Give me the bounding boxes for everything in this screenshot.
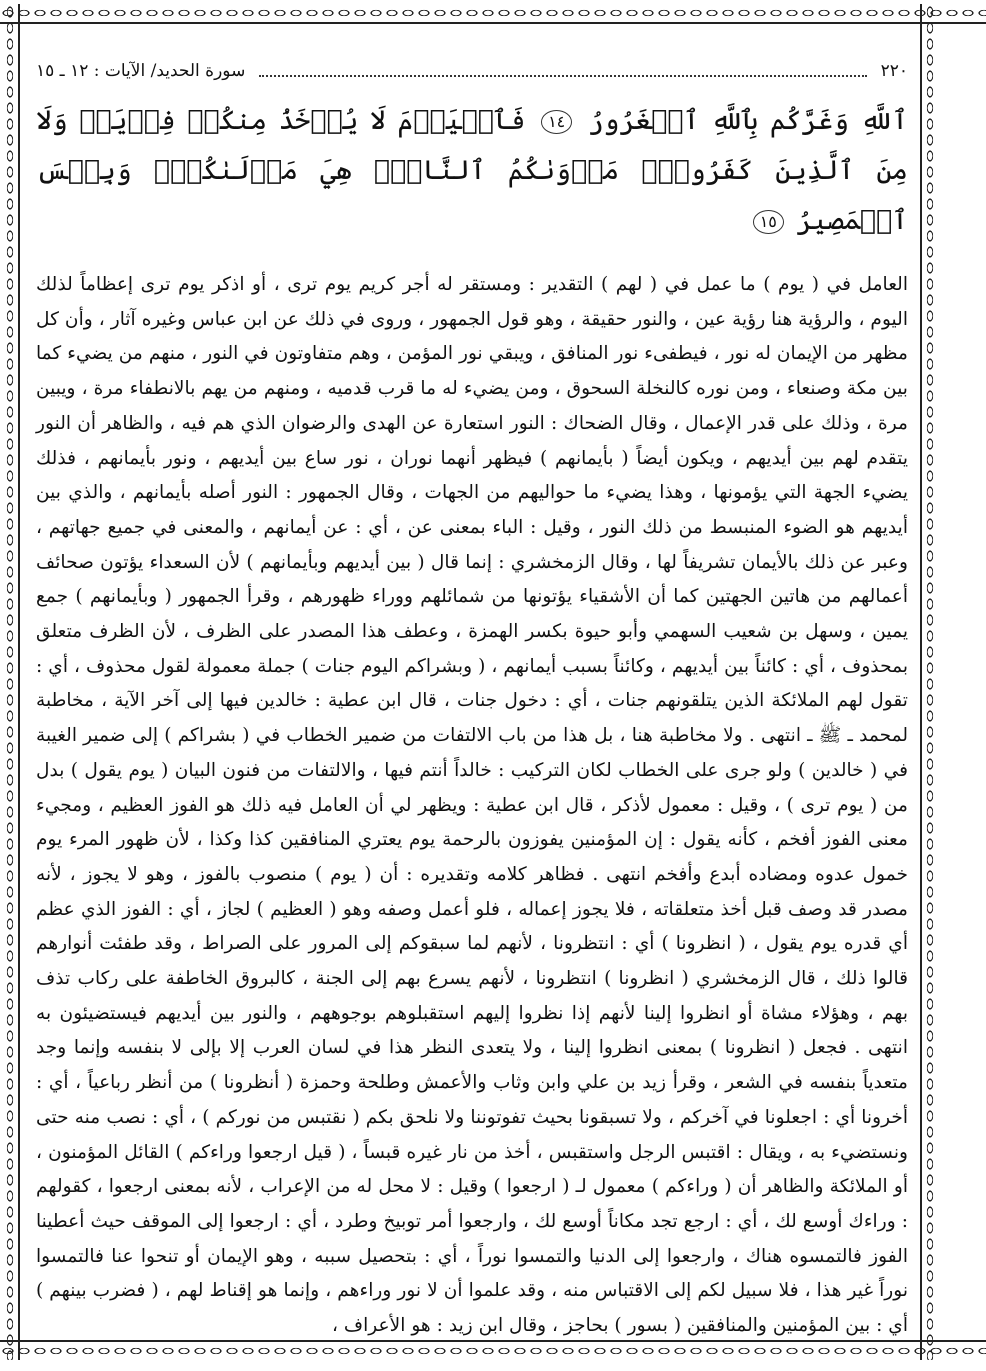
header-dotted-rule xyxy=(259,65,866,77)
ayah-marker-14: ١٤ xyxy=(541,110,572,134)
surah-info: سورة الحديد/ الآيات : ١٢ ـ ١٥ xyxy=(36,61,246,81)
ornamental-border-top xyxy=(0,4,986,24)
commentary-text: العامل في ( يوم ) ما عمل في ( لهم ) التقدير : ومستقر له أجر كريم يوم ترى ، أو اذكر يوم ترى إعظاماً لذلك اليوم ، والرؤية هنا رؤية عين ، والنور حقيقة ، وهو قول الجمهور ، وروى في ذلك عن ابن عباس وغيره آثار ، وأن كل مظهر من الإيمان له نور ، فيطفىء نور المنافق ، ويبقي نور المؤمن ، وهم متفاوتون في النور ، منهم من يضيء كما بين مكة وصنعاء ، ومن نوره كالنخلة السحوق ، ومن يضيء له ما قرب قدميه ، ومنهم من يهم بالانطفاء مرة ، ويبين مرة ، وذلك على قدر الإعمال ، وقال الضحاك : النور استعارة عن الهدى والرضوان الذي هم فيه ، والظاهر أن النور يتقدم لهم بين أيديهم ، ويكون أيضاً ( بأيمانهم ) فيظهر أنهما نوران ، نور ساع بين أيديهم ، ونور بأيمانهم ، فذلك يضيء الجهة التي يؤمونها ، وهذا يضيء ما حواليهم من الجهات ، وقال الجمهور : النور أصله بأيمانهم ، والذي بين أيديهم هو الضوء المنبسط من ذلك النور ، وقيل : الباء بمعنى عن ، أي : عن أيمانهم ، والمعنى في جميع جهاتهم ، وعبر عن ذلك بالأيمان تشريفاً لها ، وقال الزمخشري : إنما قال ( بين أيديهم وبأيمانهم ) لأن السعداء يؤتون صحائف أعمالهم من هاتين الجهتين كما أن الأشقياء يؤتونها من شمائلهم ووراء ظهورهم ، وقرأ الجمهور ( وبأيمانهم ) جمع يمين ، وسهل بن شعيب السهمي وأبو حيوة بكسر الهمزة ، وعطف هذا المصدر على الظرف ، لأن الظرف متعلق بمحذوف ، أي : كائناً بين أيديهم ، وكائناً بسبب أيمانهم ، ( وبشراكم اليوم جنات ) جملة معمولة لقول محذوف ، أي : تقول لهم الملائكة الذين يتلقونهم جنات ، أي : دخول جنات ، قال ابن عطية : خالدين فيها إلى آخر الآية ، مخاطبة لمحمد ـ ﷺ ـ انتهى . ولا مخاطبة هنا ، بل هذا من باب الالتفات من ضمير الخطاب في ( بشراكم ) إلى ضمير الغيبة في ( خالدين ) ولو جرى على الخطاب لكان التركيب : خالداً أنتم فيها ، والالتفات من فنون البيان ( يوم يقول ) بدل من ( يوم ترى ) ، وقيل : معمول لأذكر ، قال ابن عطية : ويظهر لي أن العامل فيه ذلك هو الفوز العظيم ، ومجيء معنى الفوز أفخم ، كأنه يقول : إن المؤمنين يفوزون بالرحمة يوم يعتري المنافقين كذا وكذا ، لأن ظهور المرء يوم خمول عدوه ومضاده أبدع وأفخم انتهى . فظاهر كلامه وتقديره : أن ( يوم ) منصوب بالفوز ، وهو لا يجوز ، لأنه مصدر قد وصف قبل أخذ متعلقاته ، فلا يجوز إعماله ، فلو أعمل وصفه وهو ( العظيم ) لجاز ، أي : الفوز الذي عظم أي قدره يوم يقول ، ( انظرونا ) أي : انتظرونا ، لأنهم لما سبقوكم إلى المرور على الصراط ، وقد طفئت أنوارهم قالوا ذلك ، قال الزمخشري ( انظرونا ) انتظرونا ، لأنهم يسرع بهم إلى الجنة ، كالبروق الخاطفة على ركاب تذف بهم ، وهؤلاء مشاة أو انظروا إلينا لأنهم إذا نظروا إليهم استقبلوهم بوجوههم ، والنور بين أيديهم فيستضيئون به انتهى . فجعل ( انظرونا ) بمعنى انظروا إلينا ، ولا يتعدى النظر هذا في لسان العرب إلا بإلى لا بنفسه وإنما وجد متعدياً بنفسه في الشعر ، وقرأ زيد بن علي وابن وثاب والأعمش وطلحة وحمزة ( أنظرونا ) من أنظر رباعياً ، أي : أخرونا أي : اجعلونا في آخركم ، ولا تسبقونا بحيث تفوتوننا ولا نلحق بكم ( نقتبس من نوركم ) ، أي : نصب منه حتى ونستضيء به ، ويقال : اقتبس الرجل واستقبس ، أخذ من نار غيره قبساً ، ( قيل ارجعوا وراءكم ) القائل المؤمنون ، أو الملائكة والظاهر أن ( وراءكم ) معمول لـ ( ارجعوا ) وقيل : لا محل له من الإعراب ، لأنه بمعنى ارجعوا ، كقولهم : وراءك أوسع لك ، أي : ارجع تجد مكاناً أوسع لك ، وارجعوا أمر توبيخ وطرد ، أي : ارجعوا إلى الموقف حيث أعطينا الفوز فالتمسوه هناك ، وارجعوا إلى الدنيا والتمسوا نوراً ، أي : بتحصيل سببه ، وهو الإيمان أو تنحوا عنا فالتمسوا نوراً غير هذا ، فلا سبيل لكم إلى الاقتباس منه ، وقد علموا أن لا نور وراءهم ، وإنما هو إقناط لهم ، ( فضرب بينهم ) أي : بين المؤمنين والمنافقين ( بسور ) بحاجز ، وقال ابن زيد : هو الأعراف ، xyxy=(36,274,908,1337)
verse-text-14: ٱللَّهِ وَغَرَّكُم بِٱللَّهِ ٱلۡغَرُورُ xyxy=(587,105,908,136)
ayah-marker-15: ١٥ xyxy=(753,210,784,234)
ornamental-border-right xyxy=(920,4,938,1360)
page-content xyxy=(36,58,908,1344)
page-header xyxy=(36,58,908,84)
verse-text-15: فَٱلۡيَوۡمَ لَا يُؤۡخَذُ مِنكُمۡ فِدۡيَةٞ وَلَا مِنَ ٱلَّذِينَ كَفَرُواْۚ مَأۡوَىٰكُمُ ٱلنَّارُۖ هِيَ مَوۡلَىٰكُمۡۖ وَبِئۡسَ ٱلۡمَصِيرُ xyxy=(36,105,908,236)
page-number: ٢٢٠ xyxy=(880,61,908,81)
ornamental-border-left xyxy=(2,4,20,1360)
quran-verses xyxy=(36,96,908,246)
